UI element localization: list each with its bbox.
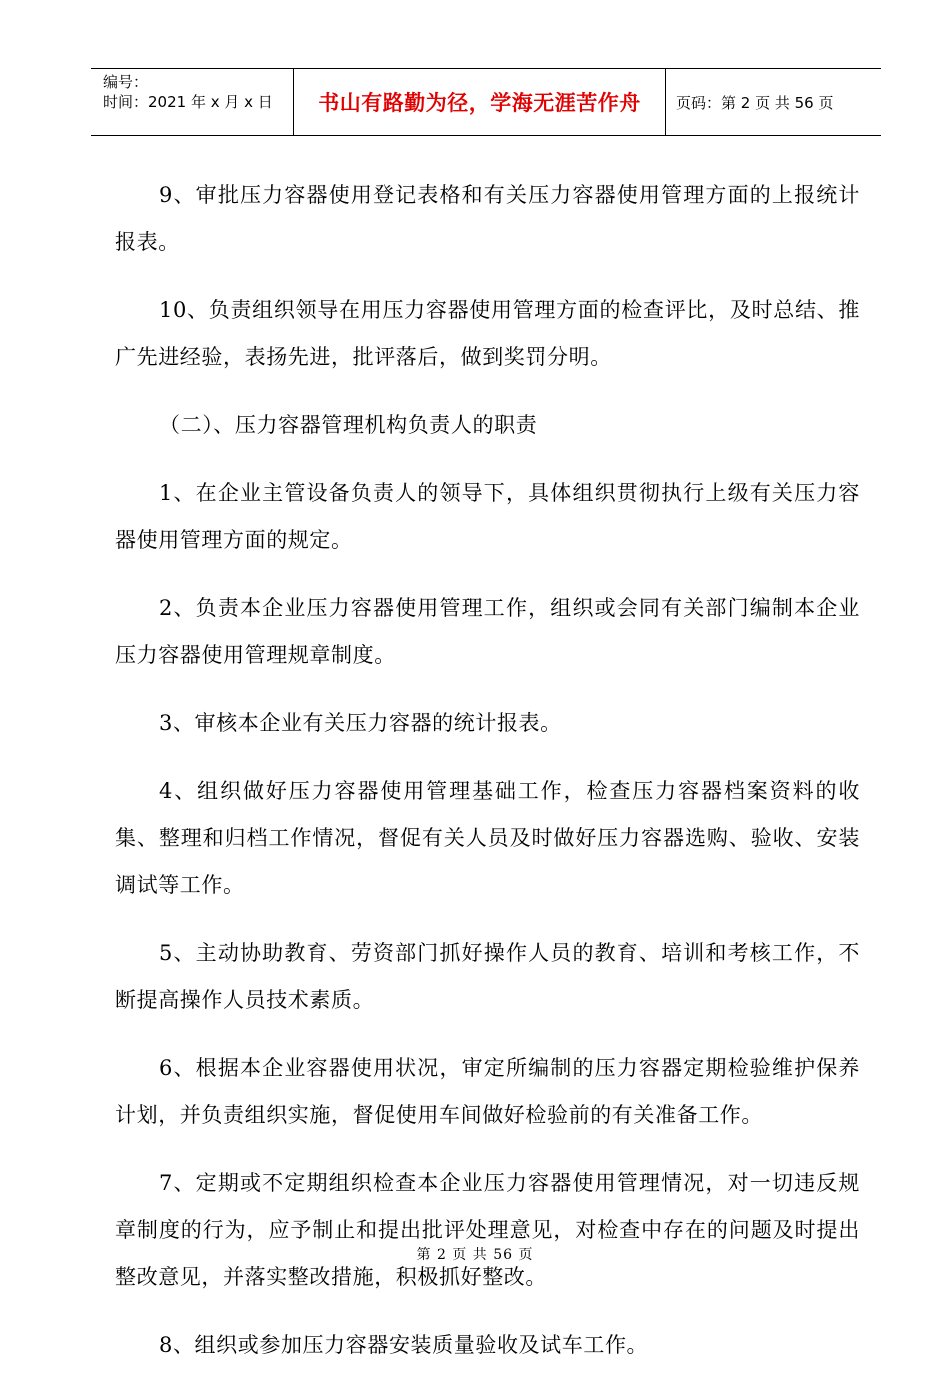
header-motto: 书山有路勤为径，学海无涯苦作舟 — [318, 91, 641, 115]
paragraph-item-5: 5、主动协助教育、劳资部门抓好操作人员的教育、培训和考核工作，不断提高操作人员技术素质。 — [115, 941, 860, 1012]
number-label: 编号： — [103, 73, 149, 91]
paragraph-item-7: 7、定期或不定期组织检查本企业压力容器使用管理情况，对一切违反规章制度的行为，应予制止和提出批评处理意见，对检查中存在的问题及时提出整改意见，并落实整改措施，积极抓好整改。 — [115, 1171, 860, 1289]
paragraph-item-3: 3、审核本企业有关压力容器的统计报表。 — [159, 711, 562, 735]
paragraph-item-10: 10、负责组织领导在用压力容器使用管理方面的检查评比，及时总结、推广先进经验，表扬先进，批评落后，做到奖罚分明。 — [115, 298, 860, 369]
paragraph-item-9: 9、审批压力容器使用登记表格和有关压力容器使用管理方面的上报统计报表。 — [115, 183, 860, 254]
paragraph-item-2: 2、负责本企业压力容器使用管理工作，组织或会同有关部门编制本企业压力容器使用管理规章制度。 — [115, 596, 860, 667]
paragraph-item-1: 1、在企业主管设备负责人的领导下，具体组织贯彻执行上级有关压力容器使用管理方面的规定。 — [115, 481, 860, 552]
time-label: 时间：2021 年 x 月 x 日 — [103, 93, 273, 111]
page-footer: 第 2 页 共 56 页 — [416, 1247, 534, 1263]
paragraph-item-6: 6、根据本企业容器使用状况，审定所编制的压力容器定期检验维护保养计划，并负责组织实施，督促使用车间做好检验前的有关准备工作。 — [115, 1056, 860, 1127]
header-page-info: 页码：第 2 页 共 56 页 — [676, 93, 834, 112]
paragraph-item-4: 4、组织做好压力容器使用管理基础工作，检查压力容器档案资料的收集、整理和归档工作情况，督促有关人员及时做好压力容器选购、验收、安装调试等工作。 — [115, 779, 860, 897]
section-heading: （二）、压力容器管理机构负责人的职责 — [159, 413, 538, 437]
paragraph-item-8: 8、组织或参加压力容器安装质量验收及试车工作。 — [159, 1333, 649, 1357]
header-meta — [91, 69, 293, 135]
page-header — [91, 68, 881, 136]
document-body — [115, 172, 860, 1390]
